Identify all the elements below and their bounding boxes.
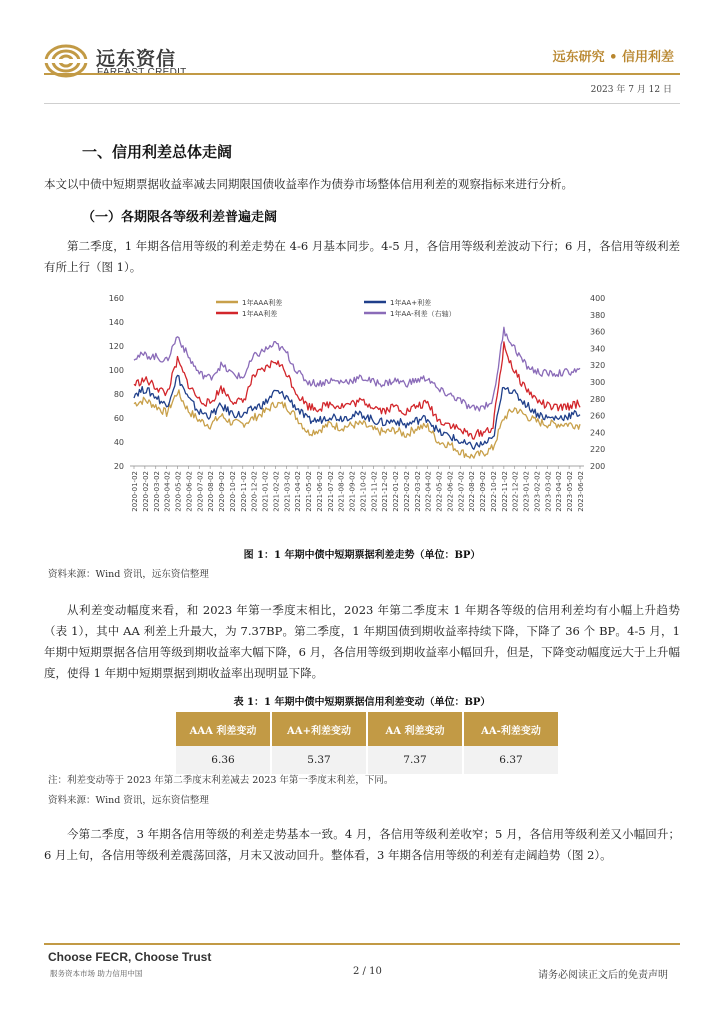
report-date: 2023 年 7 月 12 日 <box>590 85 672 95</box>
table-header-aa: AA 利差变动 <box>367 712 463 746</box>
x-tick-label: 2022-10-02 <box>489 471 498 512</box>
legend-label: 1年AA+利差 <box>390 299 432 307</box>
footer-disclaimer: 请务必阅读正文后的免责声明 <box>538 970 668 981</box>
x-tick-label: 2020-10-02 <box>228 471 237 512</box>
y-right-tick-label: 240 <box>590 428 606 438</box>
table-note: 注：利差变动等于 2023 年第二季度末利差减去 2023 年第一季度末利差，下同。 <box>48 775 394 786</box>
x-tick-label: 2021-04-02 <box>294 471 303 512</box>
y-right-tick-label: 260 <box>590 411 606 421</box>
y-left-tick-label: 20 <box>113 462 124 471</box>
y-left-tick-label: 120 <box>108 342 124 351</box>
y-left-tick-label: 60 <box>113 414 124 423</box>
x-tick-label: 2021-02-02 <box>272 471 281 512</box>
footer-slogan: Choose FECR, Choose Trust <box>48 950 212 964</box>
page-number: 2 / 10 <box>353 966 382 977</box>
x-tick-label: 2022-02-02 <box>402 471 411 512</box>
table-header-aa-plus: AA+利差变动 <box>271 712 367 746</box>
y-left-tick-label: 100 <box>108 366 124 375</box>
x-tick-label: 2022-01-02 <box>392 471 401 512</box>
x-tick-label: 2023-04-02 <box>555 471 564 512</box>
x-tick-label: 2023-03-02 <box>544 471 553 512</box>
y-left-tick-label: 80 <box>113 390 124 399</box>
x-tick-label: 2020-03-02 <box>152 471 161 512</box>
header-rule <box>44 73 680 75</box>
x-tick-label: 2020-12-02 <box>250 471 259 512</box>
figure-caption: 图 1：1 年期中债中短期票据利差走势（单位：BP） <box>243 550 481 561</box>
x-tick-label: 2020-07-02 <box>196 471 205 512</box>
x-tick-label: 2021-06-02 <box>315 471 324 512</box>
paragraph-2: 从利差变动幅度来看，和 2023 年第一季度末相比，2023 年第二季度末 1 年期各等级的信用利差均有小幅上升趋势（表 1），其中 AA 利差上升最大，为 7.37BP。第二季度，1 年期国债到期收益率持续下降，下降了 36 个 BP。4-5 月，1 年期中短期票据各信用等级到期收益率大幅下降，6 月，各信用等级到期收益率小幅回升，但是，下降变动幅度远大于上升幅度，使得 1 年期中短期票据到期收益率出现明显下降。 <box>44 603 680 680</box>
x-tick-label: 2020-09-02 <box>218 471 227 512</box>
x-tick-label: 2021-05-02 <box>305 471 314 512</box>
y-left-tick-label: 140 <box>108 318 124 327</box>
y-right-tick-label: 300 <box>590 378 606 387</box>
y-right-tick-label: 220 <box>590 445 606 455</box>
legend-label: 1年AA利差 <box>242 310 278 318</box>
x-tick-label: 2023-01-02 <box>522 471 531 512</box>
intro-paragraph: 本文以中债中短期票据收益率减去同期限国债收益率作为债券市场整体信用利差的观察指标来进行分析。 <box>44 177 573 191</box>
logo-text-cn: 远东资信 <box>96 48 177 70</box>
y-right-tick-label: 320 <box>590 361 606 371</box>
x-tick-label: 2021-12-02 <box>381 471 390 512</box>
x-tick-label: 2022-05-02 <box>435 471 444 512</box>
x-tick-label: 2020-02-02 <box>141 471 150 512</box>
spread-change-table <box>176 712 558 774</box>
x-tick-label: 2020-04-02 <box>163 471 172 512</box>
paragraph-1: 第二季度，1 年期各信用等级的利差走势在 4-6 月基本同步。4-5 月，各信用等级利差波动下行；6 月，各信用等级利差有所上行（图 1）。 <box>44 239 680 274</box>
x-tick-label: 2022-11-02 <box>500 471 509 512</box>
x-tick-label: 2021-11-02 <box>370 471 379 512</box>
footer-subtitle: 服务资本市场 助力信用中国 <box>50 969 143 978</box>
x-tick-label: 2023-05-02 <box>566 471 575 512</box>
y-right-tick-label: 360 <box>590 327 606 337</box>
x-tick-label: 2022-06-02 <box>446 471 455 512</box>
y-right-tick-label: 380 <box>590 310 606 320</box>
x-tick-label: 2022-09-02 <box>479 471 488 512</box>
x-tick-label: 2023-02-02 <box>533 471 542 512</box>
x-tick-label: 2021-09-02 <box>348 471 357 512</box>
table-header-row <box>176 712 558 746</box>
section-title: 一、信用利差总体走阔 <box>82 143 233 161</box>
table-cell-aa-plus: 5.37 <box>271 746 367 774</box>
table-caption: 表 1：1 年期中债中短期票据信用利差变动（单位：BP） <box>233 697 491 708</box>
figure-source: 资料来源：Wind 资讯，远东资信整理 <box>48 569 209 580</box>
table-header-aaa: AAA 利差变动 <box>176 712 271 746</box>
x-tick-label: 2020-08-02 <box>207 471 216 512</box>
y-left-tick-label: 160 <box>108 294 124 303</box>
x-tick-label: 2021-10-02 <box>359 471 368 512</box>
legend-label: 1年AA-利差（右轴） <box>390 310 456 318</box>
x-tick-label: 2021-01-02 <box>261 471 270 512</box>
series-line <box>134 375 580 449</box>
table-header-aa-minus: AA-利差变动 <box>463 712 558 746</box>
header-report-title: 远东研究 • 信用利差 <box>552 50 674 65</box>
table-row <box>176 746 558 774</box>
x-tick-label: 2020-01-02 <box>131 471 139 512</box>
footer-rule <box>44 943 680 945</box>
subsection-title: （一）各期限各等级利差普遍走阔 <box>82 210 278 225</box>
x-tick-label: 2023-06-02 <box>577 471 585 512</box>
x-tick-label: 2020-05-02 <box>174 471 183 512</box>
x-tick-label: 2020-11-02 <box>239 471 248 512</box>
x-tick-label: 2022-12-02 <box>511 471 520 512</box>
table-cell-aa: 7.37 <box>367 746 463 774</box>
table-cell-aaa: 6.36 <box>176 746 271 774</box>
spread-line-chart <box>96 290 626 526</box>
x-tick-label: 2021-03-02 <box>283 471 292 512</box>
y-right-tick-label: 200 <box>590 462 606 471</box>
y-right-tick-label: 340 <box>590 344 606 354</box>
x-tick-label: 2022-08-02 <box>468 471 477 512</box>
header-separator <box>44 103 680 104</box>
x-tick-label: 2020-06-02 <box>185 471 194 512</box>
y-left-tick-label: 40 <box>113 438 124 447</box>
x-tick-label: 2022-07-02 <box>457 471 466 512</box>
paragraph-3: 今第二季度，3 年期各信用等级的利差走势基本一致。4 月，各信用等级利差收窄；5 月，各信用等级利差又小幅回升；6 月上旬，各信用等级利差震荡回落，月末又波动回升。整体看，3 年期各信用等级的利差有走阔趋势（图 2）。 <box>44 827 680 862</box>
table-cell-aa-minus: 6.37 <box>463 746 558 774</box>
y-right-tick-label: 400 <box>590 294 606 303</box>
y-right-tick-label: 280 <box>590 394 606 404</box>
x-tick-label: 2021-08-02 <box>337 471 346 512</box>
legend-label: 1年AAA利差 <box>242 299 283 307</box>
x-tick-label: 2021-07-02 <box>326 471 335 512</box>
x-tick-label: 2022-04-02 <box>424 471 433 512</box>
table-source: 资料来源：Wind 资讯，远东资信整理 <box>48 795 209 806</box>
x-tick-label: 2022-03-02 <box>413 471 422 512</box>
